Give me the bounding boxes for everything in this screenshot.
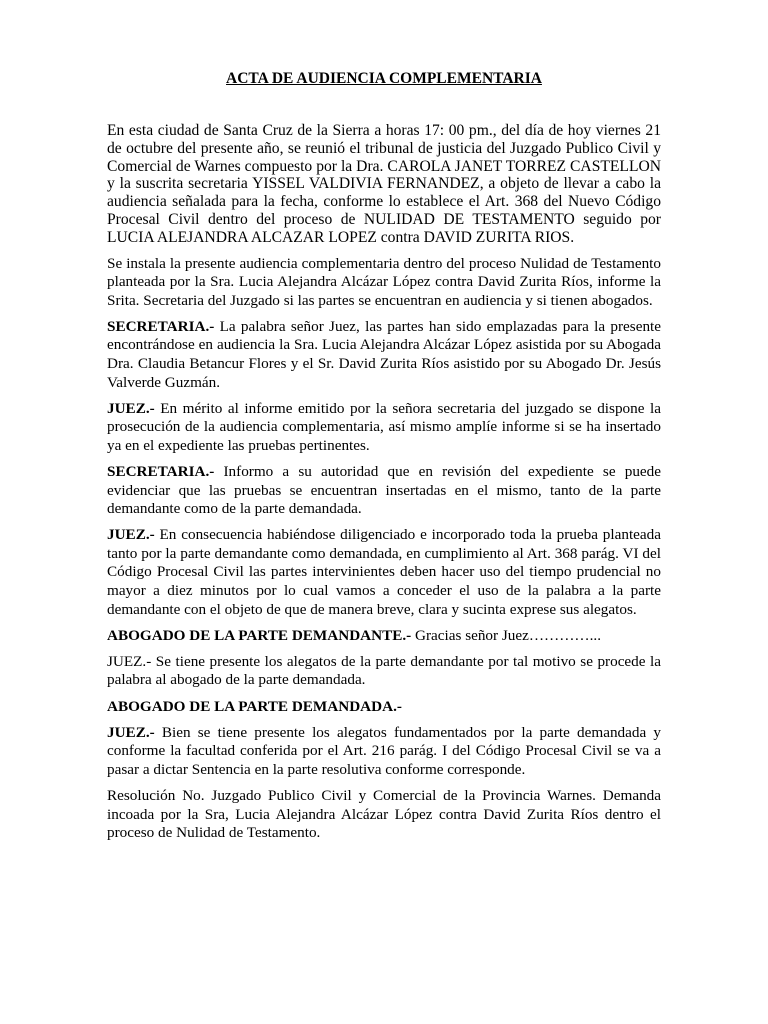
speaker-label: JUEZ.- xyxy=(107,399,155,417)
paragraph-defendant-lawyer xyxy=(107,698,661,717)
paragraph-secretary-1: SECRETARIA.- La palabra señor Juez, las partes han sido emplazadas para la presente encontrándose en audiencia la Sra. Lucia Alejandra Alcázar López asistida por su Abogada Dra. Claudia Betancur Flores y el Sr. David Zurita Ríos asistido por su Abogado Dr. Jesús Valverde Guzmán. xyxy=(107,317,661,391)
paragraph-intro: En esta ciudad de Santa Cruz de la Sierra a horas 17: 00 pm., del día de hoy viernes 21 de octubre del presente año, se reunió el tribunal de justicia del Juzgado Publico Civil y Comercial de Warnes compuesto por la Dra. CAROLA JANET TORREZ CASTELLON y la suscrita secretaria YISSEL VALDIVIA FERNANDEZ, a objeto de llevar a cabo la audiencia señalada para la fecha, conforme lo establece el Art. 368 del Nuevo Código Procesal Civil dentro del proceso de NULIDAD DE TESTAMENTO seguido por LUCIA ALEJANDRA ALCAZAR LOPEZ contra DAVID ZURITA RIOS. xyxy=(107,122,661,246)
paragraph-resolution: Resolución No. Juzgado Publico Civil y Comercial de la Provincia Warnes. Demanda incoada por la Sra, Lucia Alejandra Alcázar López contra David Zurita Ríos dentro el proceso de Nulidad de Testamento. xyxy=(107,786,661,842)
paragraph-plaintiff-lawyer: ABOGADO DE LA PARTE DEMANDANTE.- Gracias señor Juez…………... xyxy=(107,626,602,644)
speaker-label: ABOGADO DE LA PARTE DEMANDANTE.- xyxy=(107,626,412,644)
paragraph-judge-1: JUEZ.- En mérito al informe emitido por la señora secretaria del juzgado se dispone la prosecución de la audiencia complementaria, así mismo amplíe informe si se ha insertado ya en el expediente las pruebas pertinentes. xyxy=(107,399,661,454)
speaker-label: JUEZ.- xyxy=(107,723,155,741)
paragraph-installation: Se instala la presente audiencia complementaria dentro del proceso Nulidad de Testamento planteada por la Sra. Lucia Alejandra Alcázar López contra David Zurita Ríos, informe la Srita. Secretaria del Juzgado si las partes se encuentran en audiencia y si tienen abogados. xyxy=(107,254,661,309)
paragraph-judge-3: JUEZ.- Se tiene presente los alegatos de la parte demandante por tal motivo se procede la palabra al abogado de la parte demandada. xyxy=(107,652,661,689)
speaker-label: JUEZ.- xyxy=(107,526,155,544)
paragraph-judge-4: JUEZ.- Bien se tiene presente los alegatos fundamentados por la parte demandada y conforme la facultad conferida por el Art. 216 parág. I del Código Procesal Civil se va a pasar a dictar Sentencia en la parte resolutiva conforme corresponde. xyxy=(107,723,661,778)
document-body xyxy=(107,122,661,850)
speaker-label: SECRETARIA.- xyxy=(107,317,215,335)
speaker-label: ABOGADO DE LA PARTE DEMANDADA.- xyxy=(107,697,402,715)
speaker-label: SECRETARIA.- xyxy=(107,463,215,481)
document-title: ACTA DE AUDIENCIA COMPLEMENTARIA xyxy=(226,70,542,87)
paragraph-judge-2: JUEZ.- En consecuencia habiéndose diligenciado e incorporado toda la prueba planteada tanto por la parte demandante como demandada, en cumplimiento al Art. 368 parág. VI del Código Procesal Civil las partes intervinientes deben hacer uso del tiempo prudencial no mayor a diez minutos por lo cual vamos a conceder el uso de la palabra a la parte demandante con el objeto de que de manera breve, clara y sucinta exprese sus alegatos. xyxy=(107,526,661,618)
paragraph-secretary-2: SECRETARIA.- Informo a su autoridad que en revisión del expediente se puede evidenciar que las pruebas se encuentran insertadas en el mismo, tanto de la parte demandante como de la parte demandada. xyxy=(107,463,661,518)
